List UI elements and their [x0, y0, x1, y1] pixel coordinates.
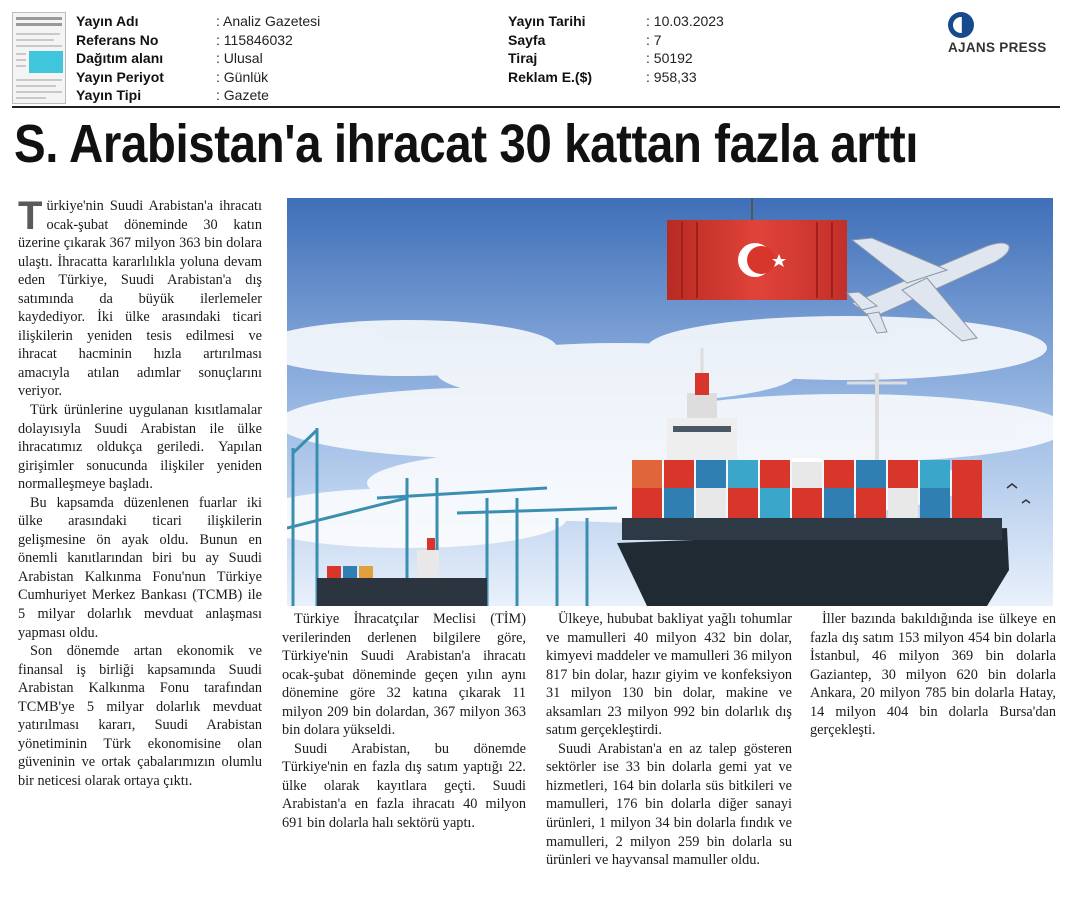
article-photo	[287, 198, 1053, 606]
paragraph: Türkiye İhracatçılar Meclisi (TİM) verilerinden derlenen bilgilere göre, Türkiye'nin Suudi Arabistan'a ihracatı ocak-şubat döneminde geçen yılın aynı dönemine göre 32 katına çıkarak 11 milyon 209 bin dolardan, 367 milyon 363 bin dolara yükseldi.	[282, 611, 526, 739]
info-row-publication-name: Yayın Adı : Analiz Gazetesi	[76, 13, 321, 29]
info-row-period: Yayın Periyot : Günlük	[76, 68, 269, 85]
cargo-ship-illustration	[287, 198, 1053, 606]
paragraph: Ülkeye, hububat bakliyat yağlı tohumlar ve mamulleri 40 milyon 432 bin dolar, kimyevi maddeler ve mamulleri 36 milyon 817 bin dolar, hazır giyim ve konfeksiyon 31 milyon 130 bin dolar, makine ve aksamları 23 milyon 992 bin dolarlık dış satım gerçekleştirdi.	[546, 611, 792, 739]
publication-info-left	[76, 12, 320, 105]
paragraph: Türkiye'nin Suudi Arabistan'a ihracatı ocak-şubat döneminde 30 katın üzerine çıkarak 367 milyon 363 bin dolara ulaştı. İhracatta kararlılıkla yoluna devam eden Türkiye, Suudi Arabistan'a dış satımında da büyük ilerlemeler kaydediyor. İki ülke arasındaki ticari ilişkilerin yeniden tesis edilmesi ve ihracat hacminin hızla artırılması amacıyla atılan adımlar sonuçlarını veriyor.	[18, 194, 262, 400]
article-column-4	[810, 610, 1056, 740]
article-headline: S. Arabistan'a ihracat 30 kattan fazla arttı	[14, 114, 918, 174]
info-row-circulation: Tiraj : 50192	[508, 50, 693, 66]
paragraph: Suudi Arabistan'a en az talep gösteren sektörler ise 33 bin dolarla gemi yat ve hizmetleri, 164 bin dolarla süs bitkileri ve mamulleri, 176 bin dolarla diğer sanayi ürünleri, 1 milyon 34 bin dolarla fındık ve mamulleri, 2 milyon 259 bin dolarla su ürünleri ve hayvansal mamuller oldu.	[546, 740, 792, 869]
info-row-page: Sayfa : 7	[508, 31, 662, 48]
paragraph: Bu kapsamda düzenlenen fuarlar iki ülke arasındaki ticari ilişkilerin gelişmesine ön ayak oldu. Bunun en önemli kanıtlarından biri bu ay Suudi Arabistan Kalkınma Fonu'nun Türkiye Cumhuriyet Merkez Bankası (TCMB) ile 5 milyar dolarlık mevduat anlaşması yapması oldu.	[18, 494, 262, 641]
article-column-2	[282, 610, 526, 833]
paragraph: Son dönemde artan ekonomik ve finansal iş birliği kapsamında Suudi Arabistan Kalkınma Fonu tarafından TCMB'ye 5 milyar dolarlık mevduat yatırılması kararı, Suudi Arabistan yönetiminin Türk ekonomisine olan güveninin ve ortak çabalarımızın olumlu bir neticesi olarak ortaya çıktı.	[18, 643, 262, 789]
drop-cap: T	[18, 194, 43, 238]
info-row-ad-value: Reklam E.($) : 958,33	[508, 68, 697, 85]
logo-mark-icon	[948, 12, 974, 38]
header-divider	[12, 106, 1060, 108]
info-row-reference-no: Referans No : 115846032	[76, 31, 293, 48]
info-row-type: Yayın Tipi : Gazete	[76, 87, 269, 103]
info-row-distribution: Dağıtım alanı : Ulusal	[76, 50, 263, 66]
page-thumbnail	[12, 12, 66, 104]
info-row-date: Yayın Tarihi : 10.03.2023	[508, 13, 724, 29]
paragraph: Suudi Arabistan, bu dönemde Türkiye'nin en fazla dış satım yaptığı 22. ülke olarak kayıtlara geçti. Suudi Arabistan'a en fazla ihracatı 40 milyon 691 bin dolarla halı sektörü yaptı.	[282, 740, 526, 832]
article-column-3	[546, 610, 792, 870]
paragraph: İller bazında bakıldığında ise ülkeye en fazla dış satım 153 milyon 454 bin dolarla İstanbul, 46 milyon 369 bin dolarla Gaziantep, 30 milyon 620 bin dolarla Ankara, 20 milyon 785 bin dolarla Hatay, 14 milyon 404 bin dolarla Bursa'dan gerçekleşti.	[810, 611, 1056, 739]
ajans-press-logo	[948, 12, 1058, 60]
article-column-1	[18, 194, 262, 791]
paragraph: Türk ürünlerine uygulanan kısıtlamalar dolayısıyla Suudi Arabistan ile ülke ihracatımız oldukça geriledi. Yapılan girişimler sonucunda ilişkiler yeniden normalleşmeye başladı.	[18, 402, 262, 493]
logo-text: AJANS PRESS	[948, 40, 1047, 55]
publication-info-right	[508, 12, 724, 86]
